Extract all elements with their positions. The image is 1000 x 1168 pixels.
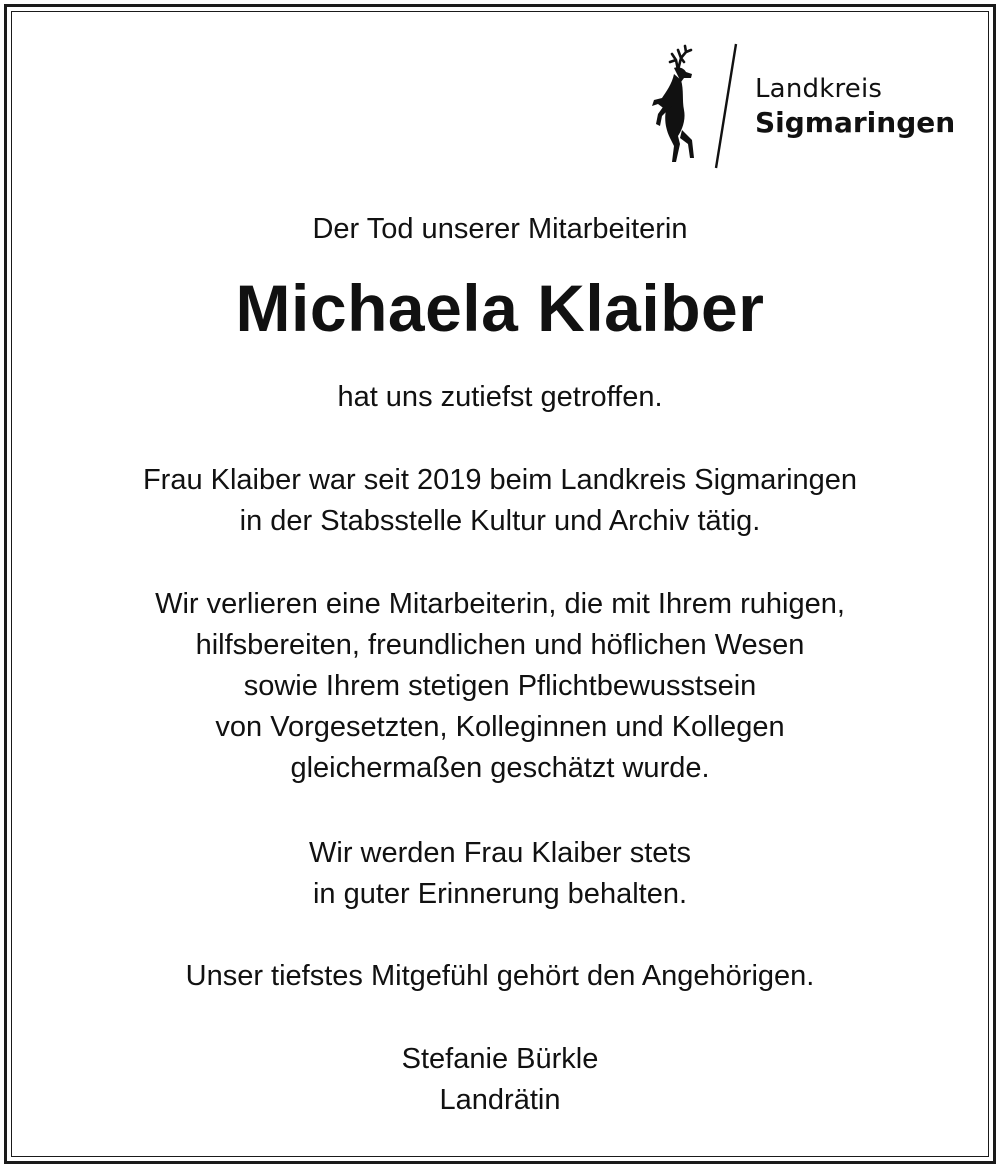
- affected-line: hat uns zutiefst getroffen.: [337, 381, 663, 413]
- intro-line: Der Tod unserer Mitarbeiterin: [312, 213, 688, 245]
- paragraph3-line: Wir werden Frau Klaiber stets: [309, 837, 691, 869]
- paragraph2-line: von Vorgesetzten, Kolleginnen und Kollegen: [215, 711, 785, 743]
- signature-name: Stefanie Bürkle: [401, 1043, 599, 1075]
- landkreis-logo: [640, 36, 960, 176]
- paragraph3-line: in guter Erinnerung behalten.: [312, 878, 688, 910]
- paragraph2-line: Wir verlieren eine Mitarbeiterin, die mit Ihrem ruhigen,: [155, 588, 845, 620]
- logo-text-landkreis: Landkreis: [755, 74, 883, 104]
- condolence-line: Unser tiefstes Mitgefühl gehört den Angehörigen.: [185, 960, 815, 992]
- logo-divider: [710, 40, 740, 170]
- paragraph2-line: gleichermaßen geschätzt wurde.: [290, 752, 710, 784]
- paragraph2-line: hilfsbereiten, freundlichen und höflichen Wesen: [195, 629, 805, 661]
- deceased-name: Michaela Klaiber: [235, 271, 765, 345]
- paragraph1-line: in der Stabsstelle Kultur und Archiv tätig.: [239, 505, 761, 537]
- paragraph2-line: sowie Ihrem stetigen Pflichtbewusstsein: [243, 670, 757, 702]
- paragraph1-line: Frau Klaiber war seit 2019 beim Landkreis Sigmaringen: [142, 464, 858, 496]
- signature-title: Landrätin: [439, 1084, 561, 1116]
- stag-icon: [648, 44, 708, 166]
- logo-text-sigmaringen: Sigmaringen: [755, 106, 956, 139]
